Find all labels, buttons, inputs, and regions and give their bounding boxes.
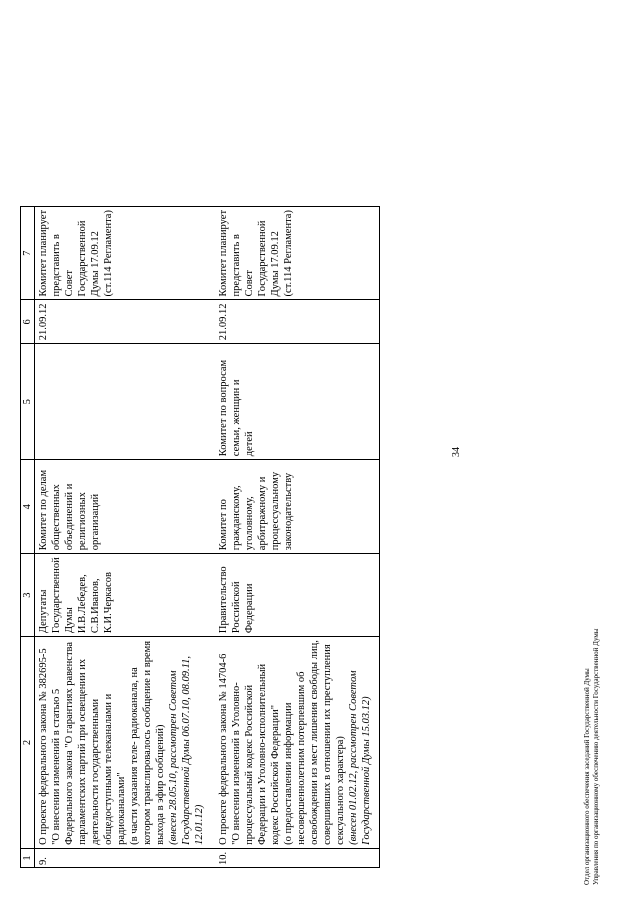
bill-note-line: несовершеннолетним потерпевшим об bbox=[296, 671, 307, 845]
bill-title-line: О проекте федерального закона № 14704-6 bbox=[218, 653, 229, 845]
initiator-line: Думы bbox=[64, 607, 75, 634]
bill-description-cell bbox=[215, 637, 380, 849]
committee-line: религиозных bbox=[77, 492, 88, 551]
action-line: Совет bbox=[64, 270, 75, 297]
committee-cell bbox=[215, 460, 380, 554]
bill-title-line: радиоканалами" bbox=[116, 772, 127, 845]
column-header: 1 bbox=[21, 848, 35, 867]
co-committee-line: детей bbox=[244, 431, 255, 457]
committee-line: гражданскому, bbox=[231, 485, 242, 551]
bill-title-line: общедоступными телеканалами и bbox=[103, 693, 114, 845]
bill-introduced-line: (внесен 01.02.12, рассмотрен Советом bbox=[348, 670, 359, 845]
action-cell bbox=[215, 206, 380, 300]
bill-title-line: "О внесении изменений в статью 5 bbox=[51, 688, 62, 845]
committee-line: Комитет по делам bbox=[38, 469, 49, 551]
committee-line: арбитражному и bbox=[257, 476, 268, 551]
table-row bbox=[35, 206, 216, 867]
co-committee-cell bbox=[35, 344, 216, 460]
bill-introduced-line: Государственной Думы 06.07.10, 08.09.11, bbox=[181, 656, 192, 845]
bill-note-line: совершивших в отношении их преступления bbox=[322, 644, 333, 845]
action-line: (ст.114 Регламента) bbox=[103, 210, 114, 297]
committee-line: процессуальному bbox=[270, 471, 281, 551]
bill-introduced-line: Государственной Думы 15.03.12) bbox=[361, 696, 372, 845]
action-line: Думы 17.09.12 bbox=[270, 231, 281, 297]
date-cell: 21.09.12 bbox=[35, 300, 216, 344]
committee-cell bbox=[35, 460, 216, 554]
action-line: Комитет планирует bbox=[38, 209, 49, 297]
table-row bbox=[215, 206, 380, 867]
initiator-line: К.И.Черкасов bbox=[103, 572, 114, 634]
bill-note-line: котором транслировалось сообщение и время bbox=[142, 640, 153, 845]
action-line: Думы 17.09.12 bbox=[90, 231, 101, 297]
initiator-cell bbox=[35, 554, 216, 637]
column-header: 2 bbox=[21, 637, 35, 849]
bill-title-line: процессуальный кодекс Российской bbox=[244, 684, 255, 845]
bill-note-line: выхода в эфир сообщений) bbox=[155, 724, 166, 845]
co-committee-line: семьи, женщин и bbox=[231, 379, 242, 457]
footer-line: Отдел организационного обеспечения заседаний Государственной Думы bbox=[583, 668, 591, 885]
action-cell bbox=[35, 206, 216, 300]
bill-note-line: (о предоставлении информации bbox=[283, 702, 294, 845]
footer-line: Управления по организационному обеспечению деятельности Государственной Думы bbox=[592, 628, 600, 885]
committee-line: организаций bbox=[90, 493, 101, 551]
committee-line: законодательству bbox=[283, 472, 294, 551]
column-header: 6 bbox=[21, 300, 35, 344]
action-line: Государственной bbox=[257, 220, 268, 297]
bill-title-line: кодекс Российской Федерации" bbox=[270, 704, 281, 845]
header-row bbox=[21, 206, 35, 867]
initiator-line: Российской bbox=[231, 581, 242, 634]
bill-introduced-line: (внесен 28.05.10, рассмотрен Советом bbox=[168, 670, 179, 845]
action-line: Комитет планирует bbox=[218, 209, 229, 297]
page-number: 34 bbox=[451, 447, 462, 457]
bill-note-line: сексуального характера) bbox=[335, 736, 346, 845]
action-line: Государственной bbox=[77, 220, 88, 297]
bill-note-line: (в части указания теле- радиоканала, на bbox=[129, 667, 140, 845]
committee-line: объединений и bbox=[64, 483, 75, 551]
schedule-table bbox=[20, 206, 380, 868]
column-header: 5 bbox=[21, 344, 35, 460]
initiator-line: Правительство bbox=[218, 566, 229, 634]
committee-line: Комитет по bbox=[218, 499, 229, 551]
page-footer bbox=[583, 629, 601, 885]
initiator-line: С.В.Иванов, bbox=[90, 578, 101, 634]
action-line: (ст.114 Регламента) bbox=[283, 210, 294, 297]
initiator-line: Депутаты bbox=[38, 589, 49, 634]
bill-title-line: парламентских партий при освещении их bbox=[77, 658, 88, 845]
column-header: 7 bbox=[21, 206, 35, 300]
row-number: 9. bbox=[35, 848, 216, 867]
bill-description-cell bbox=[35, 637, 216, 849]
co-committee-cell bbox=[215, 344, 380, 460]
initiator-line: Федерации bbox=[244, 583, 255, 634]
co-committee-line: Комитет по вопросам bbox=[218, 359, 229, 457]
column-header: 4 bbox=[21, 460, 35, 554]
initiator-cell bbox=[215, 554, 380, 637]
bill-introduced-line: 12.01.12) bbox=[194, 804, 205, 845]
action-line: представить в bbox=[231, 234, 242, 297]
initiator-line: Государственной bbox=[51, 557, 62, 634]
bill-note-line: освобождении из мест лишения свободы лиц, bbox=[309, 640, 320, 845]
initiator-line: И.В.Лебедев, bbox=[77, 574, 88, 634]
bill-title-line: Федерального закона "О гарантиях равенства bbox=[64, 641, 75, 845]
committee-line: уголовному, bbox=[244, 496, 255, 551]
bill-title-line: Федерации и Уголовно-исполнительный bbox=[257, 663, 268, 845]
action-line: Совет bbox=[244, 270, 255, 297]
bill-title-line: "О внесении изменений в Уголовно- bbox=[231, 682, 242, 845]
committee-line: общественных bbox=[51, 484, 62, 551]
bill-title-line: деятельности государственными bbox=[90, 698, 101, 845]
action-line: представить в bbox=[51, 234, 62, 297]
row-number: 10. bbox=[215, 848, 380, 867]
bill-title-line: О проекте федерального закона № 382695-5 bbox=[38, 648, 49, 845]
column-header: 3 bbox=[21, 554, 35, 637]
date-cell: 21.09.12 bbox=[215, 300, 380, 344]
